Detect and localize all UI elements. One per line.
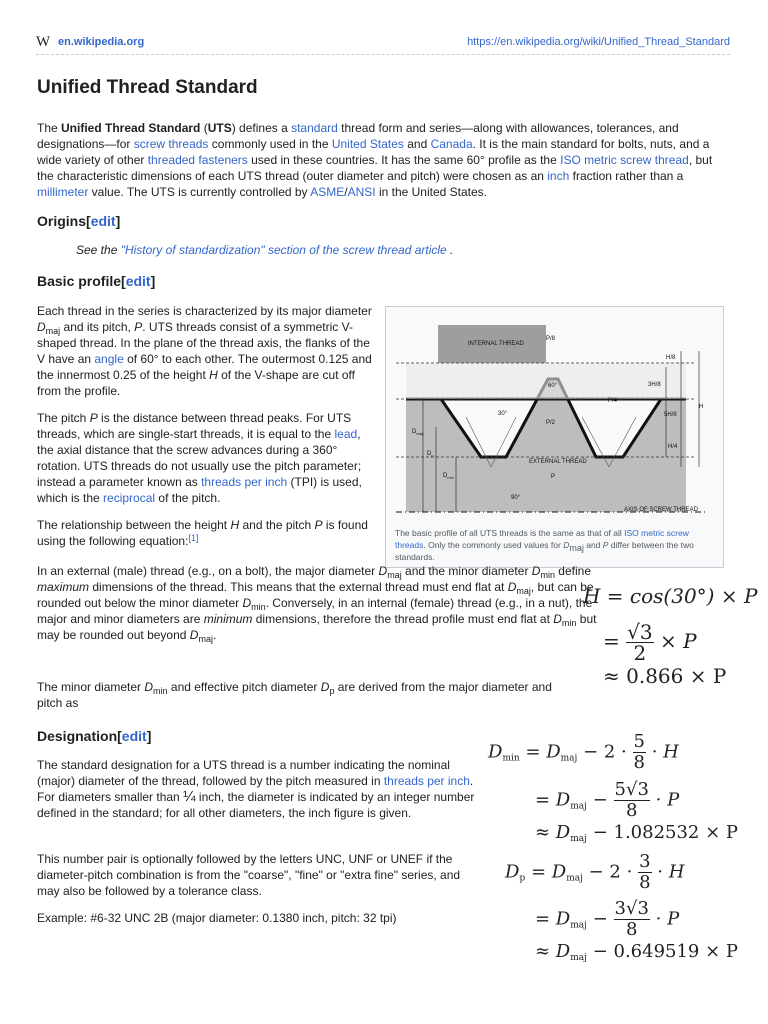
equation-h-3: ≈ 0.866 × P (603, 664, 727, 688)
link-lead[interactable]: lead (334, 427, 358, 441)
page-title: Unified Thread Standard (37, 77, 258, 98)
reference-1-link[interactable]: [1] (188, 533, 199, 543)
equation-dp-2: = $D_{maj}$ − $\frac{3√3}{8}$ · P (535, 898, 680, 940)
basic-paragraph-1: Each thread in the series is characterized by its major diameter $D_{maj}$ and its pitch, P. UTS threads consist of a symmetric V-shaped thread. In the plane of the thread axis, the flanks of the V have an angle of 60° to each other. The outermost 0.125 and the innermost 0.25 of the height H of the V-shape are cut off from the profile. (37, 304, 372, 398)
link-ansi[interactable]: ANSI (347, 185, 376, 199)
link-angle[interactable]: angle (94, 352, 124, 366)
label-h: H (699, 404, 704, 410)
thread-profile-figure (385, 306, 724, 568)
label-dp: $D_p$ (427, 451, 434, 458)
edit-basic-profile-link[interactable]: edit (125, 273, 151, 289)
link-threads-per-inch-2[interactable]: threads per inch (383, 774, 470, 788)
thread-profile-diagram (386, 307, 723, 522)
label-dmin: $D_{min}$ (443, 473, 454, 480)
label-5h8: 5H/8 (664, 412, 677, 418)
label-60: 60° (548, 383, 558, 389)
page-url-link[interactable]: https://en.wikipedia.org/wiki/Unified_Thread_Standard (467, 36, 730, 48)
equation-h-2: = $\frac{√3}{2}$ × P (603, 620, 697, 665)
equation-h-1: H = cos(30°) × P (583, 584, 758, 608)
label-axis: AXIS OF SCREW THREAD (624, 507, 698, 513)
basic-paragraph-3: The relationship between the height H and the pitch P is found using the following equation:[1] (37, 518, 368, 548)
heading-origins: Origins[edit] (37, 213, 121, 229)
label-h4: H/4 (668, 444, 678, 450)
designation-paragraph-2: This number pair is optionally followed by the letters UNC, UNF or UNEF if the diameter-pitch combination is from the "coarse", "fine" or "extra fine" series, and may also be followed by a tolerance class. (37, 852, 461, 898)
label-h8: H/8 (666, 355, 676, 361)
equation-dp-1: $D_p = D_{maj} - 2$ · $\frac{3}{8}$ · H (505, 851, 685, 893)
equation-dmin-1: $D_{min} = D_{maj} - 2$ · $\frac{5}{8}$ · H (488, 731, 679, 773)
wikipedia-logo-icon: W (36, 34, 51, 50)
heading-basic-profile: Basic profile[edit] (37, 273, 156, 289)
browser-header (36, 28, 730, 55)
designation-paragraph-1: The standard designation for a UTS thread is a number indicating the nominal (major) diameter of the thread, followed by the pitch measured in threads per inch. For diameters smaller than ¼ inch, the diameter is indicated by an integer number defined in the standard; for all other diameters, the inch figure is given. (37, 758, 475, 820)
heading-designation: Designation[edit] (37, 728, 152, 744)
basic-paragraph-4: In an external (male) thread (e.g., on a bolt), the major diameter $D_{maj}$ and the minor diameter $D_{min}$ define maximum dimensions of the thread. This means that the external thread must end flat at $D_{maj}$, but can be rounded out below the minor diameter $D_{min}$. Conversely, in an internal (female) thread (e.g., in a nut), the major and minor diameters are minimum dimensions, therefore the thread profile must end flat at $D_{min}$ but may be rounded out beyond $D_{maj}$. (37, 564, 597, 644)
link-history-standardization[interactable]: "History of standardization" section of the screw thread article (120, 243, 447, 257)
label-p2: P/2 (546, 420, 556, 426)
link-iso-metric[interactable]: ISO metric screw thread (560, 153, 689, 167)
figure-caption: The basic profile of all UTS threads is the same as that of all ISO metric screw threads. Only the commonly used values for $D_{maj}$ and P differ between the two standards. (395, 528, 694, 562)
label-p: P (551, 474, 556, 480)
link-screw-threads[interactable]: screw threads (133, 137, 209, 151)
edit-origins-link[interactable]: edit (90, 213, 116, 229)
label-external-thread: EXTERNAL THREAD (529, 459, 587, 465)
label-internal-thread: INTERNAL THREAD (468, 341, 524, 347)
link-united-states[interactable]: United States (331, 137, 404, 151)
edit-designation-link[interactable]: edit (121, 728, 147, 744)
equation-dp-3: ≈ $D_{maj} - 0.649519 \times P$ (535, 941, 739, 963)
link-standard[interactable]: standard (291, 121, 338, 135)
label-p8: P/8 (546, 336, 556, 342)
equation-dmin-2: = $D_{maj}$ − $\frac{5√3}{8}$ · P (535, 779, 680, 821)
link-reciprocal[interactable]: reciprocal (103, 491, 156, 505)
designation-paragraph-3: Example: #6-32 UNC 2B (major diameter: 0.1380 inch, pitch: 32 tpi) (37, 911, 397, 925)
link-canada[interactable]: Canada (430, 137, 473, 151)
link-asme[interactable]: ASME (310, 185, 345, 199)
label-3h8: 3H/8 (648, 382, 661, 388)
basic-paragraph-5: The minor diameter $D_{min}$ and effective pitch diameter $D_p$ are derived from the major diameter and pitch as (37, 680, 552, 710)
label-90: 90° (511, 495, 521, 501)
origins-hatnote: See the "History of standardization" section of the screw thread article . (76, 243, 454, 257)
basic-paragraph-2: The pitch P is the distance between thread peaks. For UTS threads, which are single-start threads, it is equal to the lead, the axial distance that the screw advances during a 360° rotation. UTS threads do not usually use the pitch parameter; instead a parameter known as threads per inch (TPI) is used, which is the reciprocal of the pitch. (37, 411, 362, 505)
link-threaded-fasteners[interactable]: threaded fasteners (147, 153, 248, 167)
intro-paragraph: The Unified Thread Standard (UTS) defines a standard thread form and series—along with allowances, tolerances, and designations—for screw threads commonly used in the United States and Canada. It is the main standard for bolts, nuts, and a wide variety of other threaded fasteners used in these countries. It has the same 60° profile as the ISO metric screw thread, but the characteristic dimensions of each UTS thread (outer diameter and pitch) were chosen as an inch fraction rather than a millimeter value. The UTS is currently controlled by ASME/ANSI in the United States. (37, 121, 713, 199)
link-iso-metric-caption[interactable]: ISO metric screw threads (395, 528, 689, 550)
equation-dmin-3: ≈ $D_{maj} - 1.082532 \times P$ (535, 822, 739, 844)
label-30: 30° (498, 411, 508, 417)
link-inch[interactable]: inch (547, 169, 570, 183)
label-p4: P/4 (608, 398, 618, 404)
label-dmaj: $D_{maj}$ (412, 429, 423, 436)
link-threads-per-inch[interactable]: threads per inch (201, 475, 288, 489)
link-millimeter[interactable]: millimeter (37, 185, 89, 199)
domain-link[interactable]: en.wikipedia.org (58, 36, 145, 48)
